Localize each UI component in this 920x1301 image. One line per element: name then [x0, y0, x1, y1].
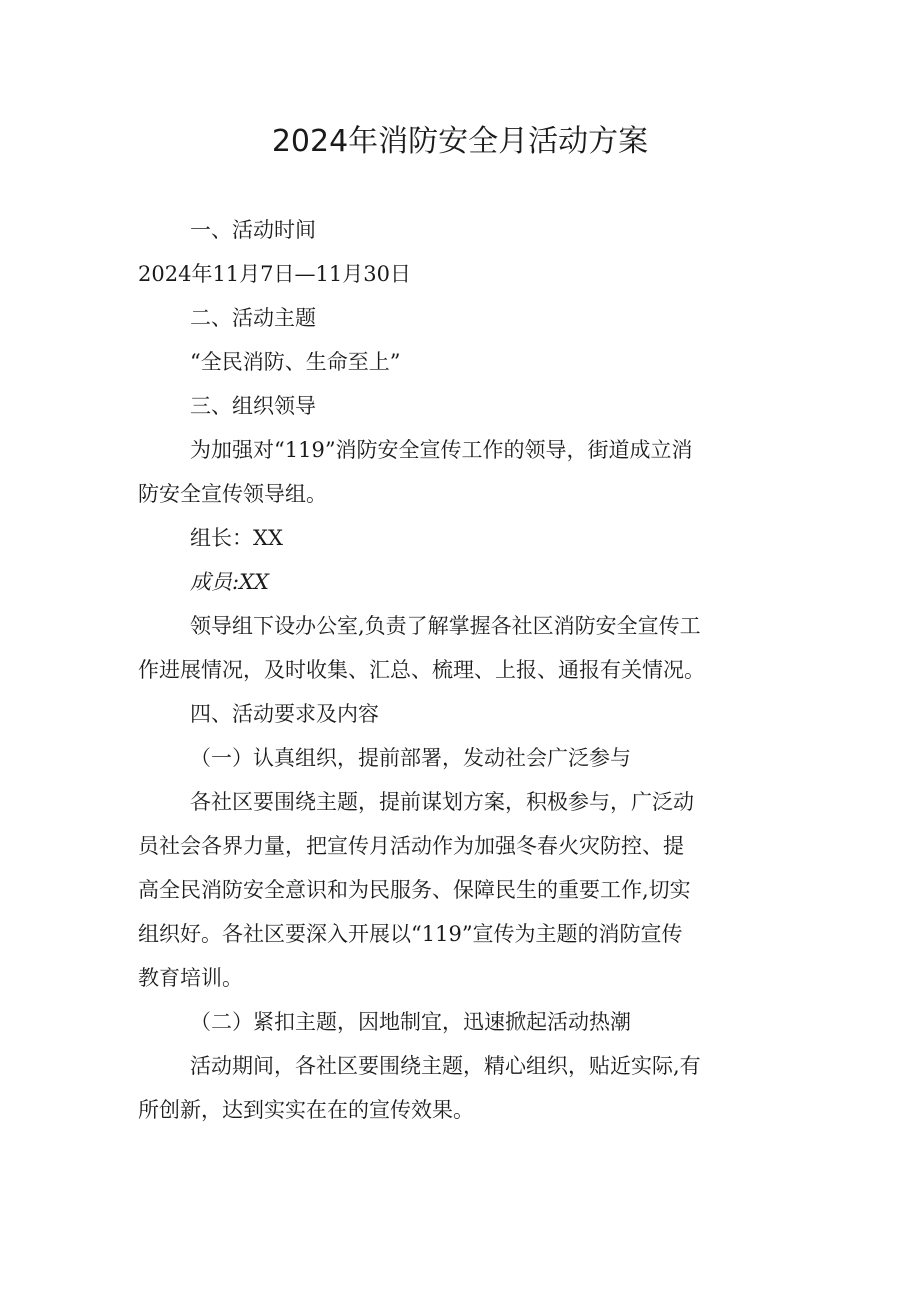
subsection2-line2: 所创新，达到实实在在的宣传效果。 [138, 1098, 474, 1122]
subsection1-line2: 员社会各界力量，把宣传月活动作为加强冬春火灾防控、提 [138, 834, 684, 858]
section-heading-time: 一、活动时间 [190, 218, 316, 242]
activity-date-range: 2024年11月7日—11月30日 [138, 262, 411, 286]
document-body [138, 208, 794, 1132]
office-line1: 领导组下设办公室,负责了解掌握各社区消防安全宣传工 [190, 614, 701, 638]
group-leader: 组长：XX [190, 526, 283, 550]
subsection2-line1: 活动期间，各社区要围绕主题，精心组织，贴近实际,有 [190, 1054, 701, 1078]
subsection1-line1: 各社区要围绕主题，提前谋划方案，积极参与，广泛动 [190, 790, 694, 814]
subsection1-line4: 组织好。各社区要深入开展以“119”宣传为主题的消防宣传 [138, 922, 683, 946]
subsection1-line3: 高全民消防安全意识和为民服务、保障民生的重要工作,切实 [138, 878, 691, 902]
subsection-heading-2: （二）紧扣主题，因地制宜，迅速掀起活动热潮 [190, 1010, 631, 1034]
section-heading-theme: 二、活动主题 [190, 306, 316, 330]
document-title: 2024年消防安全月活动方案 [271, 124, 649, 159]
section-heading-leadership: 三、组织领导 [190, 394, 316, 418]
subsection-heading-1: （一）认真组织，提前部署，发动社会广泛参与 [190, 746, 631, 770]
activity-theme: “全民消防、生命至上” [190, 350, 401, 374]
leadership-intro-line2: 防安全宣传领导组。 [138, 482, 327, 506]
office-line2: 作进展情况，及时收集、汇总、梳理、上报、通报有关情况。 [138, 658, 705, 682]
leadership-intro-line1: 为加强对“119”消防安全宣传工作的领导，街道成立消 [190, 438, 693, 462]
group-members: 成员:XX [190, 570, 269, 594]
subsection1-line5: 教育培训。 [138, 966, 243, 990]
section-heading-requirements: 四、活动要求及内容 [190, 702, 379, 726]
